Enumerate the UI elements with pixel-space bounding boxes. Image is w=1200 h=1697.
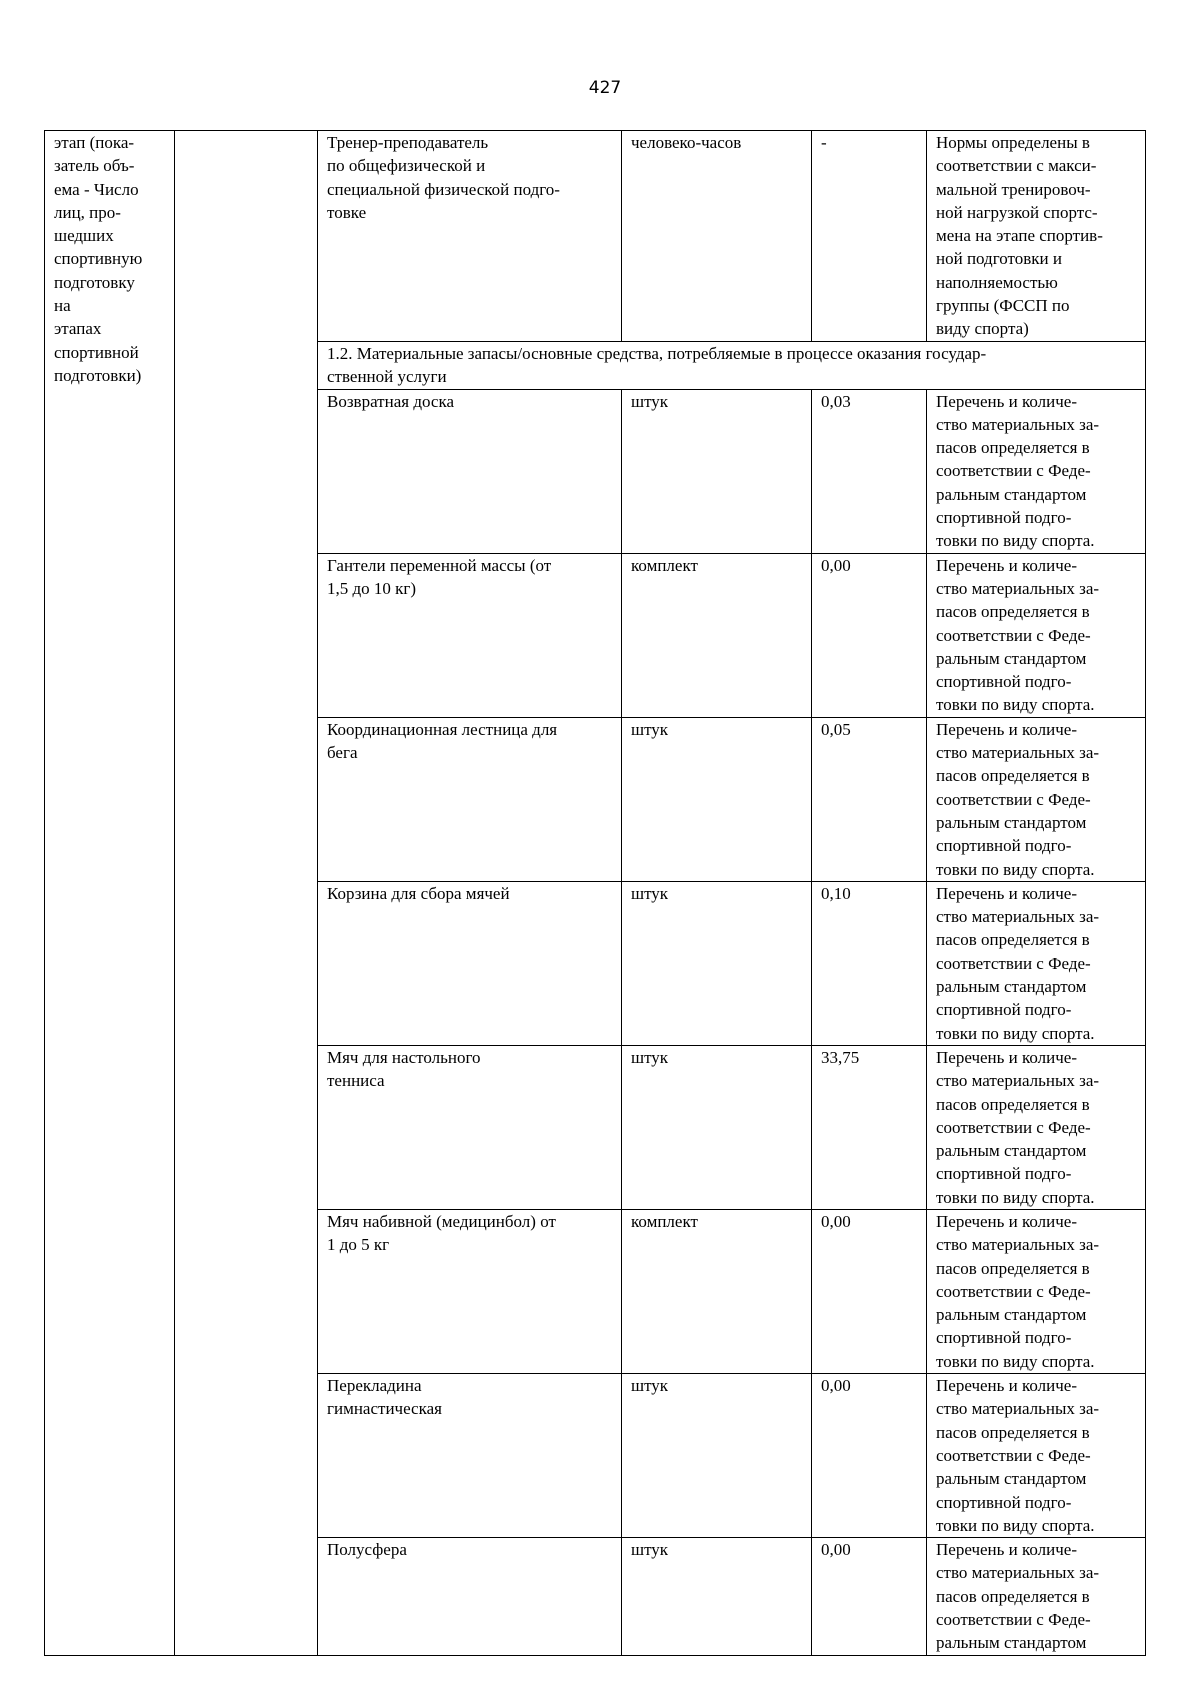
material-note-cell: Перечень и количе- ство материальных за- пасов определяется в соответствии с Феде- ральным стандартом спортивной подго- товки по виду спорта. [927,1045,1146,1209]
trainer-unit-cell: человеко-часов [622,131,812,342]
material-unit-cell: штук [622,1374,812,1538]
material-value-cell: 33,75 [812,1045,927,1209]
material-unit-cell: штук [622,1538,812,1656]
material-unit-cell: штук [622,1045,812,1209]
norms-table [44,130,1146,1656]
material-unit-cell: штук [622,881,812,1045]
material-note-cell: Перечень и количе- ство материальных за- пасов определяется в соответствии с Феде- ральным стандартом спортивной подго- товки по виду спорта. [927,717,1146,881]
material-name-cell: Координационная лестница для бега [318,717,622,881]
material-value-cell: 0,00 [812,553,927,717]
table-row-trainer [45,131,1146,342]
material-value-cell: 0,03 [812,389,927,553]
material-unit-cell: комплект [622,1209,812,1373]
material-note-cell: Перечень и количе- ство материальных за- пасов определяется в соответствии с Феде- ральным стандартом спортивной подго- товки по виду спорта. [927,881,1146,1045]
material-name-cell: Полусфера [318,1538,622,1656]
material-name-cell: Корзина для сбора мячей [318,881,622,1045]
material-value-cell: 0,00 [812,1374,927,1538]
material-note-cell: Перечень и количе- ство материальных за- пасов определяется в соответствии с Феде- ральным стандартом спортивной подго- товки по виду спорта. [927,1374,1146,1538]
material-name-cell: Мяч для настольного тенниса [318,1045,622,1209]
material-value-cell: 0,05 [812,717,927,881]
material-note-cell: Перечень и количе- ство материальных за- пасов определяется в соответствии с Феде- ральным стандартом спортивной подго- товки по виду спорта. [927,553,1146,717]
material-value-cell: 0,00 [812,1209,927,1373]
material-value-cell: 0,00 [812,1538,927,1656]
page-number: 427 [588,78,622,98]
trainer-value-cell: - [812,131,927,342]
material-name-cell: Перекладина гимнастическая [318,1374,622,1538]
trainer-note-cell: Нормы определены в соответствии с макси- мальной тренировоч- ной нагрузкой спортс- мена на этапе спортив- ной подготовки и наполняемостью группы (ФССП по виду спорта) [927,131,1146,342]
section-heading-cell: 1.2. Материальные запасы/основные средства, потребляемые в процессе оказания государ- ственной услуги [318,342,1146,390]
material-name-cell: Гантели переменной массы (от 1,5 до 10 кг) [318,553,622,717]
material-value-cell: 0,10 [812,881,927,1045]
material-unit-cell: штук [622,389,812,553]
material-unit-cell: штук [622,717,812,881]
material-note-cell: Перечень и количе- ство материальных за- пасов определяется в соответствии с Феде- ральным стандартом [927,1538,1146,1656]
material-name-cell: Мяч набивной (медицинбол) от 1 до 5 кг [318,1209,622,1373]
stage-label-cell: этап (пока- затель объ- ема - Число лиц, про- шедших спортивную подготовку на этапах спортивной подготовки) [45,131,175,1656]
material-note-cell: Перечень и количе- ство материальных за- пасов определяется в соответствии с Феде- ральным стандартом спортивной подго- товки по виду спорта. [927,1209,1146,1373]
material-note-cell: Перечень и количе- ство материальных за- пасов определяется в соответствии с Феде- ральным стандартом спортивной подго- товки по виду спорта. [927,389,1146,553]
trainer-name-cell: Тренер-преподаватель по общефизической и специальной физической подго- товке [318,131,622,342]
material-unit-cell: комплект [622,553,812,717]
material-name-cell: Возвратная доска [318,389,622,553]
empty-column-cell [175,131,318,1656]
